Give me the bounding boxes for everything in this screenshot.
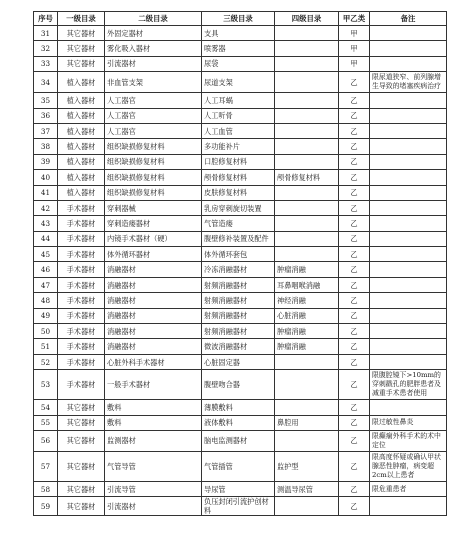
cell-level4	[275, 430, 339, 451]
cell-level1: 其它器材	[58, 56, 105, 71]
cell-no: 42	[34, 200, 58, 215]
cell-no: 39	[34, 154, 58, 169]
table-row	[34, 26, 447, 41]
cell-level2: 非血管支架	[105, 72, 202, 93]
cell-level3: 人工耳蜗	[202, 93, 275, 108]
cell-class: 乙	[339, 430, 370, 451]
cell-level4	[275, 400, 339, 415]
cell-level4	[275, 123, 339, 138]
cell-class: 乙	[339, 354, 370, 369]
cell-level4: 颅骨修复材料	[275, 170, 339, 185]
table-row	[34, 497, 447, 516]
cell-level1: 手术器材	[58, 231, 105, 246]
cell-level4	[275, 93, 339, 108]
cell-level1: 植入器材	[58, 139, 105, 154]
cell-level1: 植入器材	[58, 123, 105, 138]
table-row	[34, 200, 447, 215]
cell-no: 41	[34, 185, 58, 200]
cell-note	[370, 108, 447, 123]
cell-level2: 人工器官	[105, 108, 202, 123]
cell-level4: 耳鼻咽喉消融	[275, 277, 339, 292]
cell-level2: 雾化吸入器材	[105, 41, 202, 56]
cell-note	[370, 400, 447, 415]
cell-level1: 植入器材	[58, 93, 105, 108]
cell-level3: 支具	[202, 26, 275, 41]
cell-level4: 神经消融	[275, 293, 339, 308]
cell-note: 限腹腔镜下>10mm的穿刺戳孔的肥胖患者及减重手术患者使用	[370, 370, 447, 400]
cell-level4	[275, 72, 339, 93]
cell-level2: 心脏外科手术器材	[105, 354, 202, 369]
cell-level3: 气管造瘘	[202, 216, 275, 231]
cell-level4	[275, 139, 339, 154]
cell-level3: 射频消融器材	[202, 308, 275, 323]
table-row	[34, 231, 447, 246]
cell-level4: 肿瘤消融	[275, 262, 339, 277]
cell-note: 限危重患者	[370, 481, 447, 496]
cell-class: 乙	[339, 231, 370, 246]
cell-note	[370, 293, 447, 308]
cell-level3: 人工血管	[202, 123, 275, 138]
cell-level2: 组织缺损修复材料	[105, 154, 202, 169]
cell-note	[370, 216, 447, 231]
table-wrapper	[33, 11, 447, 516]
cell-level4	[275, 108, 339, 123]
cell-note: 限癫痫外科手术的术中定位	[370, 430, 447, 451]
cell-class: 乙	[339, 400, 370, 415]
cell-class: 乙	[339, 370, 370, 400]
cell-level3: 尿道支架	[202, 72, 275, 93]
cell-level3: 皮肤修复材料	[202, 185, 275, 200]
cell-note	[370, 231, 447, 246]
cell-level4	[275, 354, 339, 369]
table-row	[34, 370, 447, 400]
cell-level1: 植入器材	[58, 170, 105, 185]
cell-note	[370, 262, 447, 277]
cell-note	[370, 26, 447, 41]
cell-no: 44	[34, 231, 58, 246]
cell-level4: 肿瘤消融	[275, 339, 339, 354]
cell-level1: 手术器材	[58, 247, 105, 262]
cell-note	[370, 324, 447, 339]
cell-level1: 其它器材	[58, 400, 105, 415]
cell-level1: 植入器材	[58, 72, 105, 93]
cell-note	[370, 497, 447, 516]
cell-level3: 心脏固定器	[202, 354, 275, 369]
cell-level1: 其它器材	[58, 481, 105, 496]
cell-class: 乙	[339, 247, 370, 262]
cell-level3: 脑电监测器材	[202, 430, 275, 451]
cell-no: 48	[34, 293, 58, 308]
cell-level3: 乳房穿刺旋切装置	[202, 200, 275, 215]
cell-no: 50	[34, 324, 58, 339]
cell-note	[370, 93, 447, 108]
table-row	[34, 415, 447, 430]
cell-level4	[275, 497, 339, 516]
cell-level4	[275, 370, 339, 400]
cell-level2: 外固定器材	[105, 26, 202, 41]
table-row	[34, 170, 447, 185]
cell-level3: 腹壁修补装置及配件	[202, 231, 275, 246]
header-level3: 三级目录	[202, 12, 275, 26]
cell-no: 35	[34, 93, 58, 108]
cell-level1: 手术器材	[58, 339, 105, 354]
cell-class: 乙	[339, 108, 370, 123]
cell-level2: 消融器材	[105, 339, 202, 354]
cell-no: 53	[34, 370, 58, 400]
cell-class: 乙	[339, 216, 370, 231]
cell-level3: 腹壁吻合器	[202, 370, 275, 400]
cell-level3: 导尿管	[202, 481, 275, 496]
table-body	[34, 26, 447, 516]
table-row	[34, 247, 447, 262]
cell-level2: 消融器材	[105, 293, 202, 308]
cell-class: 乙	[339, 123, 370, 138]
cell-level1: 手术器材	[58, 354, 105, 369]
cell-no: 55	[34, 415, 58, 430]
table-row	[34, 93, 447, 108]
header-class: 甲乙类	[339, 12, 370, 26]
cell-level4: 监护型	[275, 451, 339, 481]
table-row	[34, 154, 447, 169]
cell-no: 59	[34, 497, 58, 516]
cell-level3: 喷雾器	[202, 41, 275, 56]
cell-no: 43	[34, 216, 58, 231]
cell-no: 36	[34, 108, 58, 123]
cell-level1: 手术器材	[58, 262, 105, 277]
cell-no: 47	[34, 277, 58, 292]
cell-no: 46	[34, 262, 58, 277]
cell-class: 乙	[339, 324, 370, 339]
cell-class: 乙	[339, 262, 370, 277]
cell-class: 乙	[339, 277, 370, 292]
cell-level2: 引流器材	[105, 56, 202, 71]
cell-level3: 尿袋	[202, 56, 275, 71]
cell-no: 31	[34, 26, 58, 41]
cell-level1: 其它器材	[58, 26, 105, 41]
cell-level4: 鼻腔用	[275, 415, 339, 430]
cell-level2: 敷料	[105, 415, 202, 430]
cell-level1: 植入器材	[58, 154, 105, 169]
header-row	[34, 12, 447, 26]
table-row	[34, 139, 447, 154]
cell-level1: 手术器材	[58, 324, 105, 339]
cell-level1: 手术器材	[58, 370, 105, 400]
cell-class: 乙	[339, 339, 370, 354]
cell-class: 乙	[339, 170, 370, 185]
cell-no: 51	[34, 339, 58, 354]
cell-level3: 液体敷料	[202, 415, 275, 430]
cell-level1: 其它器材	[58, 41, 105, 56]
cell-level4	[275, 200, 339, 215]
header-no: 序号	[34, 12, 58, 26]
cell-no: 37	[34, 123, 58, 138]
table-row	[34, 430, 447, 451]
cell-level3: 射频消融器材	[202, 324, 275, 339]
cell-level2: 引流导管	[105, 481, 202, 496]
cell-level3: 气管插管	[202, 451, 275, 481]
cell-level4	[275, 216, 339, 231]
cell-note: 限尿道狭窄、前列腺增生导致的堵塞疾病治疗	[370, 72, 447, 93]
table-row	[34, 216, 447, 231]
cell-note	[370, 185, 447, 200]
cell-no: 45	[34, 247, 58, 262]
cell-level1: 其它器材	[58, 415, 105, 430]
cell-note	[370, 308, 447, 323]
cell-class: 甲	[339, 56, 370, 71]
cell-level3: 口腔修复材料	[202, 154, 275, 169]
cell-level4	[275, 185, 339, 200]
cell-class: 乙	[339, 497, 370, 516]
cell-class: 乙	[339, 72, 370, 93]
cell-level3: 射频消融器材	[202, 293, 275, 308]
table-row	[34, 262, 447, 277]
cell-note	[370, 139, 447, 154]
cell-no: 34	[34, 72, 58, 93]
cell-no: 54	[34, 400, 58, 415]
cell-level1: 手术器材	[58, 308, 105, 323]
cell-class: 乙	[339, 451, 370, 481]
table-row	[34, 324, 447, 339]
cell-level4: 心脏消融	[275, 308, 339, 323]
cell-level2: 穿刺器械	[105, 200, 202, 215]
table-row	[34, 354, 447, 369]
cell-level2: 体外循环器材	[105, 247, 202, 262]
cell-level2: 气管导管	[105, 451, 202, 481]
cell-class: 乙	[339, 481, 370, 496]
cell-no: 40	[34, 170, 58, 185]
cell-note	[370, 200, 447, 215]
cell-class: 乙	[339, 308, 370, 323]
cell-note	[370, 154, 447, 169]
cell-no: 33	[34, 56, 58, 71]
cell-level1: 植入器材	[58, 108, 105, 123]
cell-class: 乙	[339, 200, 370, 215]
cell-level2: 人工器官	[105, 123, 202, 138]
cell-level2: 组织缺损修复材料	[105, 139, 202, 154]
cell-class: 乙	[339, 293, 370, 308]
header-note: 备注	[370, 12, 447, 26]
catalog-table	[33, 11, 447, 516]
cell-level2: 敷料	[105, 400, 202, 415]
cell-level4: 测温导尿管	[275, 481, 339, 496]
cell-level2: 人工器官	[105, 93, 202, 108]
cell-level1: 其它器材	[58, 497, 105, 516]
cell-level3: 多功能补片	[202, 139, 275, 154]
cell-level2: 组织缺损修复材料	[105, 185, 202, 200]
cell-note	[370, 170, 447, 185]
cell-class: 乙	[339, 185, 370, 200]
cell-level1: 其它器材	[58, 430, 105, 451]
cell-no: 52	[34, 354, 58, 369]
cell-level2: 监测器材	[105, 430, 202, 451]
table-row	[34, 293, 447, 308]
cell-level2: 消融器材	[105, 324, 202, 339]
cell-note: 限过敏性鼻炎	[370, 415, 447, 430]
cell-level3: 微波消融器材	[202, 339, 275, 354]
cell-class: 乙	[339, 93, 370, 108]
cell-level3: 冷冻消融器材	[202, 262, 275, 277]
cell-level1: 手术器材	[58, 216, 105, 231]
cell-note	[370, 354, 447, 369]
cell-level3: 体外循环套包	[202, 247, 275, 262]
cell-level2: 消融器材	[105, 308, 202, 323]
cell-no: 58	[34, 481, 58, 496]
header-level2: 二级目录	[105, 12, 202, 26]
cell-level1: 植入器材	[58, 185, 105, 200]
cell-level3: 颅骨修复材料	[202, 170, 275, 185]
cell-level4	[275, 154, 339, 169]
cell-note: 限高度怀疑或确认甲状腺恶性肿瘤，病变超2cm以上患者	[370, 451, 447, 481]
cell-class: 甲	[339, 26, 370, 41]
cell-no: 38	[34, 139, 58, 154]
cell-note	[370, 277, 447, 292]
cell-no: 49	[34, 308, 58, 323]
cell-level4	[275, 231, 339, 246]
cell-level3: 负压封闭引流护创材料	[202, 497, 275, 516]
cell-level4	[275, 41, 339, 56]
cell-level2: 引流器材	[105, 497, 202, 516]
table-row	[34, 185, 447, 200]
cell-no: 56	[34, 430, 58, 451]
cell-level3: 薄膜敷料	[202, 400, 275, 415]
cell-level4	[275, 56, 339, 71]
table-row	[34, 308, 447, 323]
cell-level2: 消融器材	[105, 262, 202, 277]
cell-note	[370, 56, 447, 71]
table-row	[34, 108, 447, 123]
cell-level3: 人工听骨	[202, 108, 275, 123]
cell-note	[370, 41, 447, 56]
cell-class: 乙	[339, 415, 370, 430]
cell-level2: 消融器材	[105, 277, 202, 292]
table-row	[34, 451, 447, 481]
table-row	[34, 277, 447, 292]
table-row	[34, 339, 447, 354]
table-row	[34, 72, 447, 93]
cell-no: 32	[34, 41, 58, 56]
cell-level2: 穿刺造瘘器材	[105, 216, 202, 231]
table-row	[34, 56, 447, 71]
cell-level2: 组织缺损修复材料	[105, 170, 202, 185]
cell-class: 乙	[339, 154, 370, 169]
cell-level2: 内镜手术器材（硬）	[105, 231, 202, 246]
cell-level4	[275, 247, 339, 262]
cell-level4: 肿瘤消融	[275, 324, 339, 339]
table-row	[34, 481, 447, 496]
table-row	[34, 123, 447, 138]
cell-level2: 一般手术器材	[105, 370, 202, 400]
cell-note	[370, 339, 447, 354]
cell-level1: 手术器材	[58, 200, 105, 215]
cell-level1: 手术器材	[58, 293, 105, 308]
cell-level1: 手术器材	[58, 277, 105, 292]
cell-class: 甲	[339, 41, 370, 56]
cell-level1: 其它器材	[58, 451, 105, 481]
cell-no: 57	[34, 451, 58, 481]
cell-note	[370, 123, 447, 138]
cell-class: 乙	[339, 139, 370, 154]
header-level1: 一级目录	[58, 12, 105, 26]
table-row	[34, 41, 447, 56]
cell-level4	[275, 26, 339, 41]
header-level4: 四级目录	[275, 12, 339, 26]
cell-level3: 射频消融器材	[202, 277, 275, 292]
table-row	[34, 400, 447, 415]
cell-note	[370, 247, 447, 262]
